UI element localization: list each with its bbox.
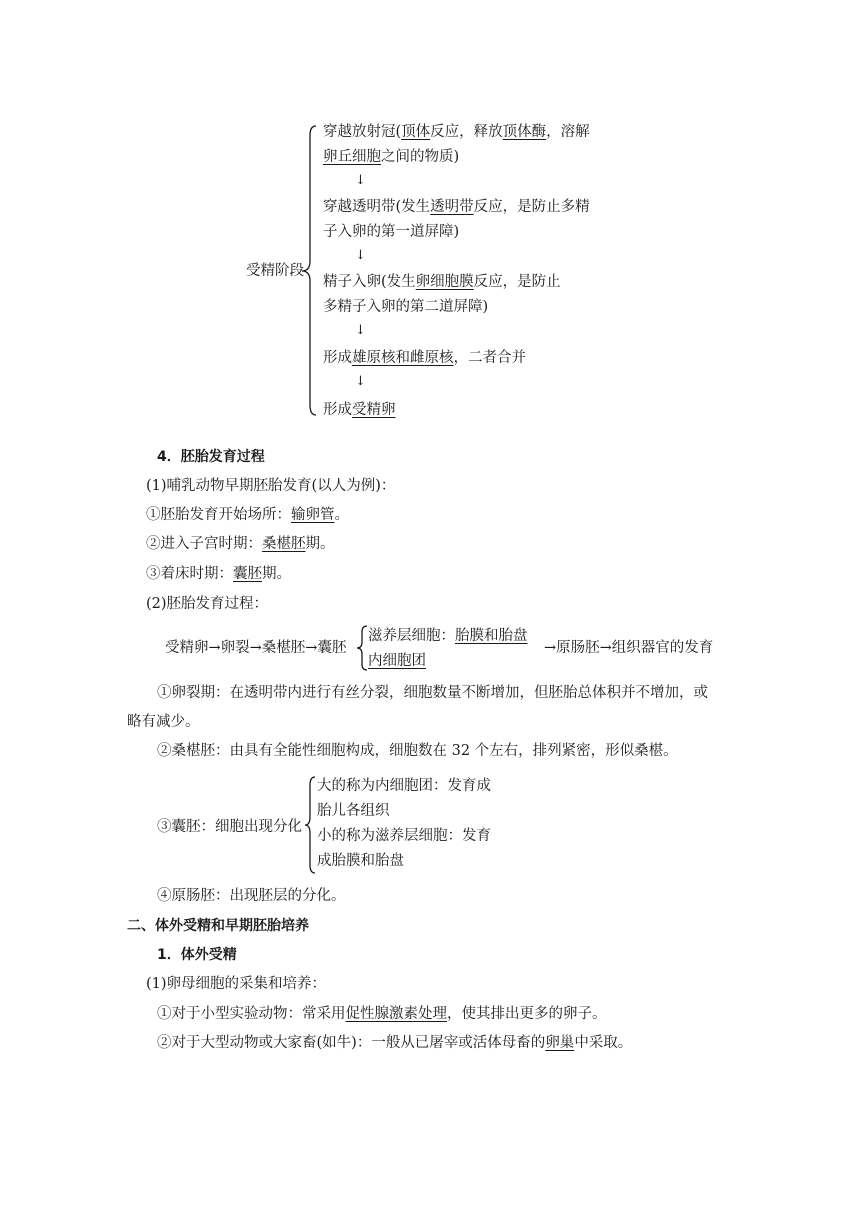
sec4-p1: (1)哺乳动物早期胚胎发育(以人为例)： [146,478,396,494]
desc4: ④原肠胚：出现胚层的分化。 [157,888,346,904]
step2-line1: 穿越透明带(发生透明带反应，是防止多精 [323,199,590,215]
part2-p1: (1)卵母细胞的采集和培养： [146,976,327,992]
part2-heading: 二、体外受精和早期胚胎培养 [127,918,309,934]
down-arrow-icon: ↓ [355,323,366,338]
step2-line2: 子入卵的第一道屏障) [323,224,460,240]
step5: 形成受精卵 [323,402,396,418]
flow-top: 滋养层细胞：胎膜和胎盘 [368,628,528,644]
part2-sub1: 1．体外受精 [157,947,237,963]
desc1-line2: 略有减少。 [127,714,200,730]
sec4-p4: ③着床时期：囊胚期。 [146,566,291,582]
sec4-p3: ②进入子宫时期：桑椹胚期。 [146,536,335,552]
step1-line1: 穿越放射冠(顶体反应，释放顶体酶，溶解 [323,124,590,140]
part2-p3: ②对于大型动物或大家畜(如牛)：一般从已屠宰或活体母畜的卵巢中采取。 [157,1035,633,1051]
sec4-p5: (2)胚胎发育过程： [146,596,269,612]
step1-line2: 卵丘细胞之间的物质) [323,149,460,165]
flow-brace [355,624,369,672]
desc3-a2: 胎儿各组织 [317,803,390,819]
step3-line1: 精子入卵(发生卵细胞膜反应，是防止 [323,274,561,290]
down-arrow-icon: ↓ [355,173,366,188]
desc3-b1: 小的称为滋养层细胞：发育 [317,828,491,844]
fertilization-brace [300,123,320,423]
part2-p2: ①对于小型实验动物：常采用促性腺激素处理，使其排出更多的卵子。 [157,1006,607,1022]
flow-bottom: 内细胞团 [368,653,426,669]
step4: 形成雄原核和雌原核，二者合并 [323,350,526,366]
desc2: ②桑椹胚：由具有全能性细胞构成，细胞数在 32 个左右，排列紧密，形似桑椹。 [157,743,678,759]
step3-line2: 多精子入卵的第二道屏障) [323,299,489,315]
section4-heading: 4．胚胎发育过程 [157,449,265,465]
desc1-line1: ①卵裂期：在透明带内进行有丝分裂，细胞数量不断增加，但胚胎总体积并不增加，或 [157,685,708,701]
desc3-a1: 大的称为内细胞团：发育成 [317,778,491,794]
desc3-b2: 成胎膜和胎盘 [317,853,404,869]
flow-right: →原肠胚→组织器官的发育 [544,640,714,656]
flow-left: 受精卵→卵裂→桑椹胚→囊胚 [165,640,347,656]
blastocyst-brace [303,775,317,875]
down-arrow-icon: ↓ [355,248,366,263]
desc3-label: ③囊胚：细胞出现分化 [157,819,302,835]
down-arrow-icon: ↓ [355,374,366,389]
fertilization-stage-label: 受精阶段 [246,263,304,279]
sec4-p2: ①胚胎发育开始场所：输卵管。 [146,507,349,523]
